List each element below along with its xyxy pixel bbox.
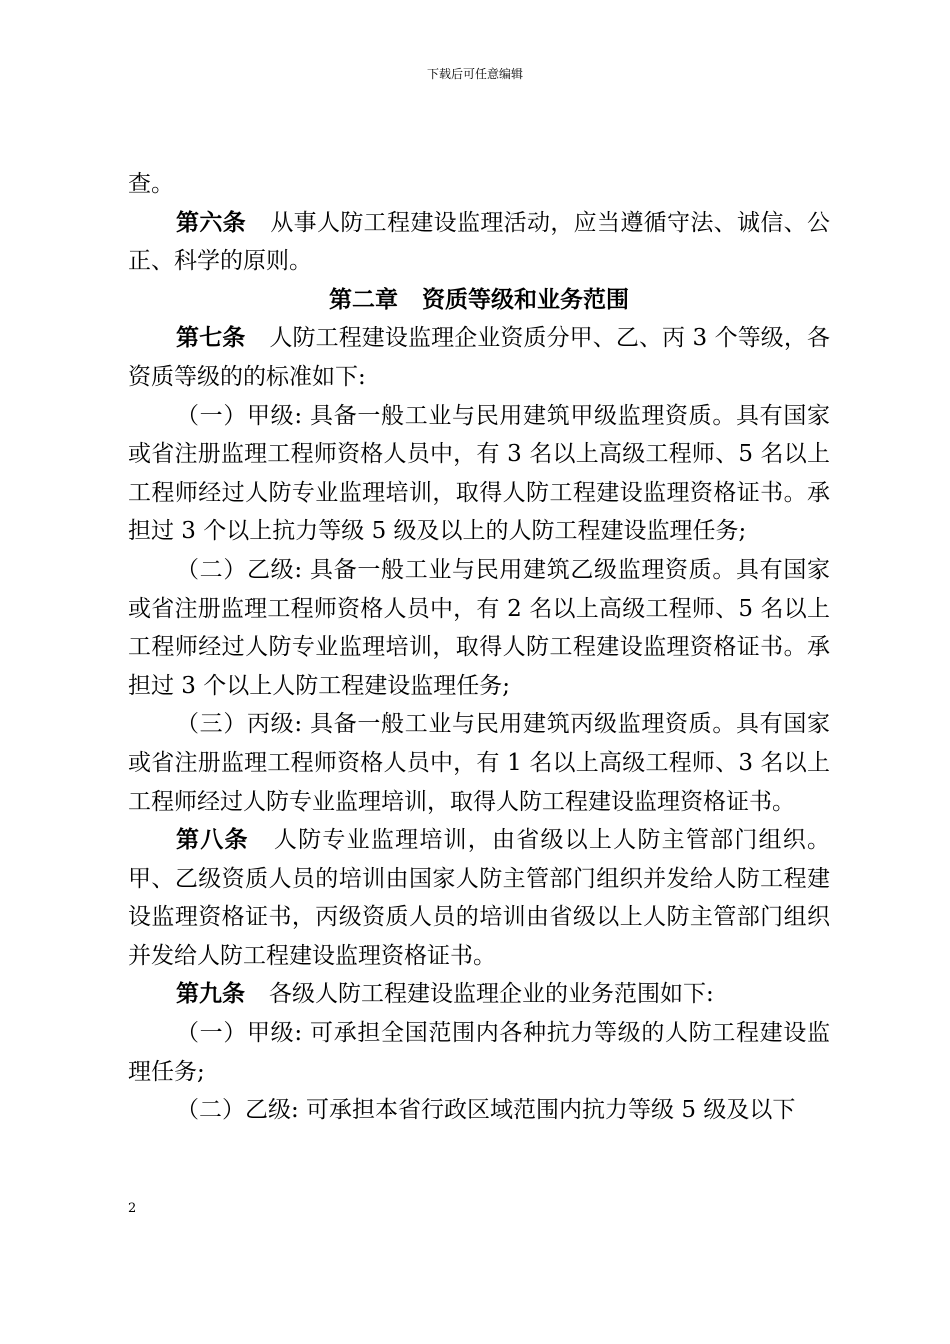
article-label: 第七条: [176, 324, 246, 352]
article-8: [128, 821, 830, 975]
article-label: 第六条: [176, 208, 246, 236]
article-text: 人防工程建设监理企业资质分甲、乙、丙 3 个等级，各资质等级的的标准如下:: [128, 325, 830, 390]
chapter-heading: [128, 281, 830, 320]
article-7: [128, 319, 830, 396]
article-text: 从事人防工程建设监理活动，应当遵循守法、诚信、公正、科学的原则。: [128, 209, 830, 275]
article-text: 人防专业监理培训，由省级以上人防主管部门组织。甲、乙级资质人员的培训由国家人防主管部门组织并发给人防工程建设监理资格证书，丙级资质人员的培训由省级以上人防主管部门组织并发给人防工程建设监理资格证书。: [128, 827, 831, 969]
page-header: 下载后可任意编辑: [426, 67, 523, 81]
clause-grade-c: （三）丙级: 具备一般工业与民用建筑丙级监理资质。具有国家或省注册监理工程师资格人员中，有 1 名以上高级工程师、3 名以上工程师经过人防专业监理培训，取得人防工程建设监理资格证书。: [128, 711, 830, 815]
chapter-title: 资质等级和业务范围: [422, 285, 629, 313]
document-body: [128, 165, 830, 1130]
chapter-number: 第二章: [329, 285, 398, 313]
scope-grade-b: （二）乙级: 可承担本省行政区域范围内抗力等级 5 级及以下: [176, 1097, 796, 1124]
paragraph-continuation: 查。: [128, 171, 174, 197]
article-label: 第九条: [176, 980, 245, 1008]
article-text: 各级人防工程建设监理企业的业务范围如下:: [269, 981, 714, 1008]
clause-grade-a: （一）甲级: 具备一般工业与民用建筑甲级监理资质。具有国家或省注册监理工程师资格人员中，有 3 名以上高级工程师、5 名以上工程师经过人防专业监理培训，取得人防工程建设监理资格证书。承担过 3 个以上抗力等级 5 级及以上的人防工程建设监理任务;: [128, 402, 830, 545]
article-label: 第八条: [176, 826, 249, 854]
page-number: 2: [128, 1201, 137, 1216]
clause-grade-b: （二）乙级: 具备一般工业与民用建筑乙级监理资质。具有国家或省注册监理工程师资格人员中，有 2 名以上高级工程师、5 名以上工程师经过人防专业监理培训，取得人防工程建设监理资格证书。承担过 3 个以上人防工程建设监理任务;: [128, 556, 830, 699]
scope-grade-a: （一）甲级: 可承担全国范围内各种抗力等级的人防工程建设监理任务;: [128, 1020, 830, 1085]
article-9: [128, 975, 830, 1014]
article-6: [128, 204, 830, 281]
